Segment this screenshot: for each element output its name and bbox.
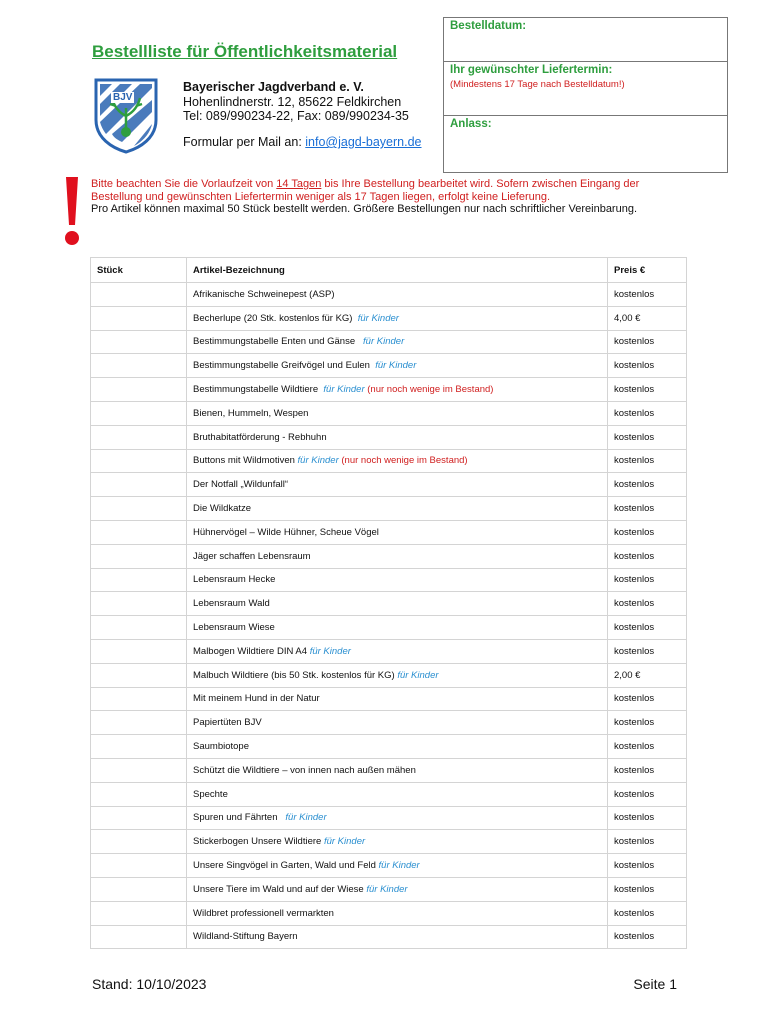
price-cell: kostenlos bbox=[608, 354, 687, 378]
quantity-cell[interactable] bbox=[91, 782, 187, 806]
article-cell bbox=[187, 520, 608, 544]
article-cell bbox=[187, 544, 608, 568]
article-cell bbox=[187, 616, 608, 640]
price-cell: kostenlos bbox=[608, 568, 687, 592]
header-quantity: Stück bbox=[91, 258, 187, 283]
article-cell bbox=[187, 782, 608, 806]
table-row bbox=[91, 401, 687, 425]
article-name: Unsere Singvögel in Garten, Wald und Feld bbox=[193, 860, 379, 872]
price-cell: 2,00 € bbox=[608, 663, 687, 687]
article-cell bbox=[187, 758, 608, 782]
table-row bbox=[91, 520, 687, 544]
article-cell bbox=[187, 592, 608, 616]
price-cell: kostenlos bbox=[608, 711, 687, 735]
price-cell: kostenlos bbox=[608, 687, 687, 711]
article-name: Die Wildkatze bbox=[193, 503, 252, 515]
price-cell: kostenlos bbox=[608, 473, 687, 497]
organization-block bbox=[183, 80, 409, 124]
table-row bbox=[91, 735, 687, 759]
table-header-row bbox=[91, 258, 687, 283]
article-cell bbox=[187, 925, 608, 949]
delivery-date-label: Ihr gewünschter Liefertermin: bbox=[450, 64, 613, 76]
header-article: Artikel-Bezeichnung bbox=[187, 258, 608, 283]
article-cell bbox=[187, 901, 608, 925]
price-cell: 4,00 € bbox=[608, 306, 687, 330]
table-row bbox=[91, 806, 687, 830]
kid-tag: für Kinder bbox=[363, 336, 405, 348]
table-body bbox=[91, 283, 687, 949]
price-cell: kostenlos bbox=[608, 425, 687, 449]
kid-tag: für Kinder bbox=[397, 669, 439, 681]
mail-line bbox=[183, 135, 422, 149]
article-cell bbox=[187, 378, 608, 402]
kid-tag: für Kinder bbox=[375, 360, 417, 372]
price-cell: kostenlos bbox=[608, 806, 687, 830]
footer-stand: Stand: 10/10/2023 bbox=[92, 976, 207, 992]
article-name: Papiertüten BJV bbox=[193, 717, 262, 729]
article-cell bbox=[187, 854, 608, 878]
quantity-cell[interactable] bbox=[91, 711, 187, 735]
exclamation-icon bbox=[63, 175, 81, 247]
kid-tag: für Kinder bbox=[285, 812, 327, 824]
article-name: Bienen, Hummeln, Wespen bbox=[193, 407, 309, 419]
quantity-cell[interactable] bbox=[91, 425, 187, 449]
article-cell bbox=[187, 639, 608, 663]
table-row bbox=[91, 425, 687, 449]
quantity-cell[interactable] bbox=[91, 854, 187, 878]
kid-tag: für Kinder bbox=[309, 645, 351, 657]
article-name: Mit meinem Hund in der Natur bbox=[193, 693, 320, 705]
table-row bbox=[91, 616, 687, 640]
table-row bbox=[91, 473, 687, 497]
price-cell: kostenlos bbox=[608, 449, 687, 473]
table-row bbox=[91, 687, 687, 711]
stock-note: (nur noch wenige im Bestand) bbox=[338, 455, 468, 467]
article-name: Wildland-Stiftung Bayern bbox=[193, 931, 298, 943]
table-row bbox=[91, 711, 687, 735]
order-date-label: Bestelldatum: bbox=[450, 20, 527, 32]
table-row bbox=[91, 544, 687, 568]
notice-part2: bis Ihre Bestellung bearbeitet wird. Sofern zwischen Eingang der bbox=[321, 178, 640, 190]
delivery-date-cell[interactable] bbox=[444, 62, 727, 116]
notice-line3: Pro Artikel können maximal 50 Stück bestellt werden. Größere Bestellungen nur nach schriftlicher Vereinbarung. bbox=[91, 203, 638, 215]
article-cell bbox=[187, 663, 608, 687]
quantity-cell[interactable] bbox=[91, 497, 187, 521]
page-title: Bestellliste für Öffentlichkeitsmaterial bbox=[92, 42, 398, 61]
bjv-logo bbox=[92, 76, 160, 154]
table-row bbox=[91, 925, 687, 949]
logo-text: BJV bbox=[113, 92, 133, 103]
article-name: Bestimmungstabelle Enten und Gänse bbox=[193, 336, 364, 348]
table-row bbox=[91, 663, 687, 687]
table-row bbox=[91, 330, 687, 354]
article-cell bbox=[187, 806, 608, 830]
notice-text bbox=[91, 178, 639, 216]
article-name: Malbogen Wildtiere DIN A4 bbox=[193, 645, 310, 657]
table-row bbox=[91, 497, 687, 521]
table-row bbox=[91, 901, 687, 925]
article-name: Saumbiotope bbox=[193, 741, 249, 753]
kid-tag: für Kinder bbox=[323, 836, 366, 848]
order-date-cell[interactable] bbox=[444, 18, 727, 62]
price-cell: kostenlos bbox=[608, 782, 687, 806]
stock-note: (nur noch wenige im Bestand) bbox=[364, 384, 494, 396]
quantity-cell[interactable] bbox=[91, 592, 187, 616]
table-row bbox=[91, 568, 687, 592]
table-row bbox=[91, 830, 687, 854]
quantity-cell[interactable] bbox=[91, 639, 187, 663]
table-row bbox=[91, 639, 687, 663]
quantity-cell[interactable] bbox=[91, 830, 187, 854]
price-cell: kostenlos bbox=[608, 401, 687, 425]
price-cell: kostenlos bbox=[608, 592, 687, 616]
price-cell: kostenlos bbox=[608, 283, 687, 307]
kid-tag: für Kinder bbox=[323, 384, 365, 396]
table-row bbox=[91, 877, 687, 901]
article-name: Spuren und Fährten bbox=[193, 812, 286, 824]
article-name: Unsere Tiere im Wald und auf der Wiese bbox=[193, 883, 367, 895]
quantity-cell[interactable] bbox=[91, 449, 187, 473]
mail-link[interactable]: info@jagd-bayern.de bbox=[305, 135, 422, 149]
kid-tag: für Kinder bbox=[378, 860, 420, 872]
quantity-cell[interactable] bbox=[91, 544, 187, 568]
article-cell bbox=[187, 735, 608, 759]
occasion-label: Anlass: bbox=[450, 118, 492, 130]
article-cell bbox=[187, 711, 608, 735]
article-cell bbox=[187, 568, 608, 592]
quantity-cell[interactable] bbox=[91, 735, 187, 759]
article-name: Bestimmungstabelle Wildtiere bbox=[193, 384, 324, 396]
price-cell: kostenlos bbox=[608, 901, 687, 925]
quantity-cell[interactable] bbox=[91, 568, 187, 592]
article-name: Malbuch Wildtiere (bis 50 Stk. kostenlos für KG) bbox=[193, 669, 398, 681]
quantity-cell[interactable] bbox=[91, 616, 187, 640]
kid-tag: für Kinder bbox=[366, 883, 408, 895]
table-row bbox=[91, 378, 687, 402]
notice-line2: Bestellung und gewünschten Liefertermin weniger als 17 Tagen liegen, erfolgt keine Lieferung. bbox=[91, 190, 551, 203]
quantity-cell[interactable] bbox=[91, 473, 187, 497]
table-row bbox=[91, 854, 687, 878]
quantity-cell[interactable] bbox=[91, 806, 187, 830]
quantity-cell[interactable] bbox=[91, 306, 187, 330]
price-cell: kostenlos bbox=[608, 378, 687, 402]
quantity-cell[interactable] bbox=[91, 520, 187, 544]
article-cell bbox=[187, 425, 608, 449]
article-name: Becherlupe (20 Stk. kostenlos für KG) bbox=[193, 312, 358, 324]
article-cell bbox=[187, 877, 608, 901]
occasion-cell[interactable] bbox=[444, 116, 727, 172]
kid-tag: für Kinder bbox=[357, 312, 399, 324]
price-cell: kostenlos bbox=[608, 330, 687, 354]
price-cell: kostenlos bbox=[608, 497, 687, 521]
price-cell: kostenlos bbox=[608, 544, 687, 568]
article-name: Lebensraum Wiese bbox=[193, 622, 275, 634]
article-cell bbox=[187, 830, 608, 854]
quantity-cell[interactable] bbox=[91, 663, 187, 687]
table-row bbox=[91, 283, 687, 307]
article-name: Bestimmungstabelle Greifvögel und Eulen bbox=[193, 360, 376, 372]
article-name: Spechte bbox=[193, 788, 228, 800]
article-cell bbox=[187, 354, 608, 378]
price-cell: kostenlos bbox=[608, 830, 687, 854]
mail-prefix: Formular per Mail an: bbox=[183, 135, 306, 149]
article-cell bbox=[187, 330, 608, 354]
price-cell: kostenlos bbox=[608, 877, 687, 901]
price-cell: kostenlos bbox=[608, 925, 687, 949]
article-name: Buttons mit Wildmotiven bbox=[193, 455, 298, 467]
quantity-cell[interactable] bbox=[91, 378, 187, 402]
quantity-cell[interactable] bbox=[91, 330, 187, 354]
notice-part1: Bitte beachten Sie die Vorlaufzeit von bbox=[91, 178, 277, 190]
table-row bbox=[91, 592, 687, 616]
price-cell: kostenlos bbox=[608, 758, 687, 782]
table-row bbox=[91, 449, 687, 473]
article-name: Jäger schaffen Lebensraum bbox=[193, 550, 311, 562]
org-name: Bayerischer Jagdverband e. V. bbox=[183, 80, 364, 94]
article-cell bbox=[187, 401, 608, 425]
quantity-cell[interactable] bbox=[91, 354, 187, 378]
notice-highlight: 14 Tagen bbox=[276, 178, 322, 190]
price-cell: kostenlos bbox=[608, 616, 687, 640]
article-cell bbox=[187, 306, 608, 330]
article-name: Der Notfall „Wildunfall“ bbox=[193, 479, 289, 491]
article-name: Schützt die Wildtiere – von innen nach außen mähen bbox=[193, 764, 416, 776]
delivery-date-hint: (Mindestens 17 Tage nach Bestelldatum!) bbox=[450, 79, 625, 90]
table-row bbox=[91, 306, 687, 330]
quantity-cell[interactable] bbox=[91, 401, 187, 425]
article-table bbox=[90, 257, 687, 949]
price-cell: kostenlos bbox=[608, 520, 687, 544]
table-row bbox=[91, 782, 687, 806]
quantity-cell[interactable] bbox=[91, 687, 187, 711]
table-row bbox=[91, 354, 687, 378]
price-cell: kostenlos bbox=[608, 735, 687, 759]
footer-page: Seite 1 bbox=[633, 976, 677, 992]
article-cell bbox=[187, 687, 608, 711]
price-cell: kostenlos bbox=[608, 854, 687, 878]
quantity-cell[interactable] bbox=[91, 901, 187, 925]
article-cell bbox=[187, 283, 608, 307]
quantity-cell[interactable] bbox=[91, 877, 187, 901]
quantity-cell[interactable] bbox=[91, 283, 187, 307]
header-price: Preis € bbox=[608, 258, 687, 283]
article-cell bbox=[187, 473, 608, 497]
quantity-cell[interactable] bbox=[91, 925, 187, 949]
price-cell: kostenlos bbox=[608, 639, 687, 663]
article-name: Wildbret professionell vermarkten bbox=[193, 907, 334, 919]
article-name: Hühnervögel – Wilde Hühner, Scheue Vögel bbox=[193, 526, 379, 538]
article-name: Lebensraum Wald bbox=[193, 598, 270, 610]
article-name: Afrikanische Schweinepest (ASP) bbox=[193, 288, 335, 300]
article-cell bbox=[187, 497, 608, 521]
kid-tag: für Kinder bbox=[297, 455, 339, 467]
article-name: Bruthabitatförderung - Rebhuhn bbox=[193, 431, 327, 443]
org-address: Hohenlindnerstr. 12, 85622 Feldkirchen bbox=[183, 94, 402, 109]
org-phone: Tel: 089/990234-22, Fax: 089/990234-35 bbox=[183, 109, 409, 123]
order-info-box bbox=[443, 17, 728, 173]
article-cell bbox=[187, 449, 608, 473]
table-row bbox=[91, 758, 687, 782]
article-name: Stickerbogen Unsere Wildtiere bbox=[193, 836, 324, 848]
quantity-cell[interactable] bbox=[91, 758, 187, 782]
article-name: Lebensraum Hecke bbox=[193, 574, 276, 586]
